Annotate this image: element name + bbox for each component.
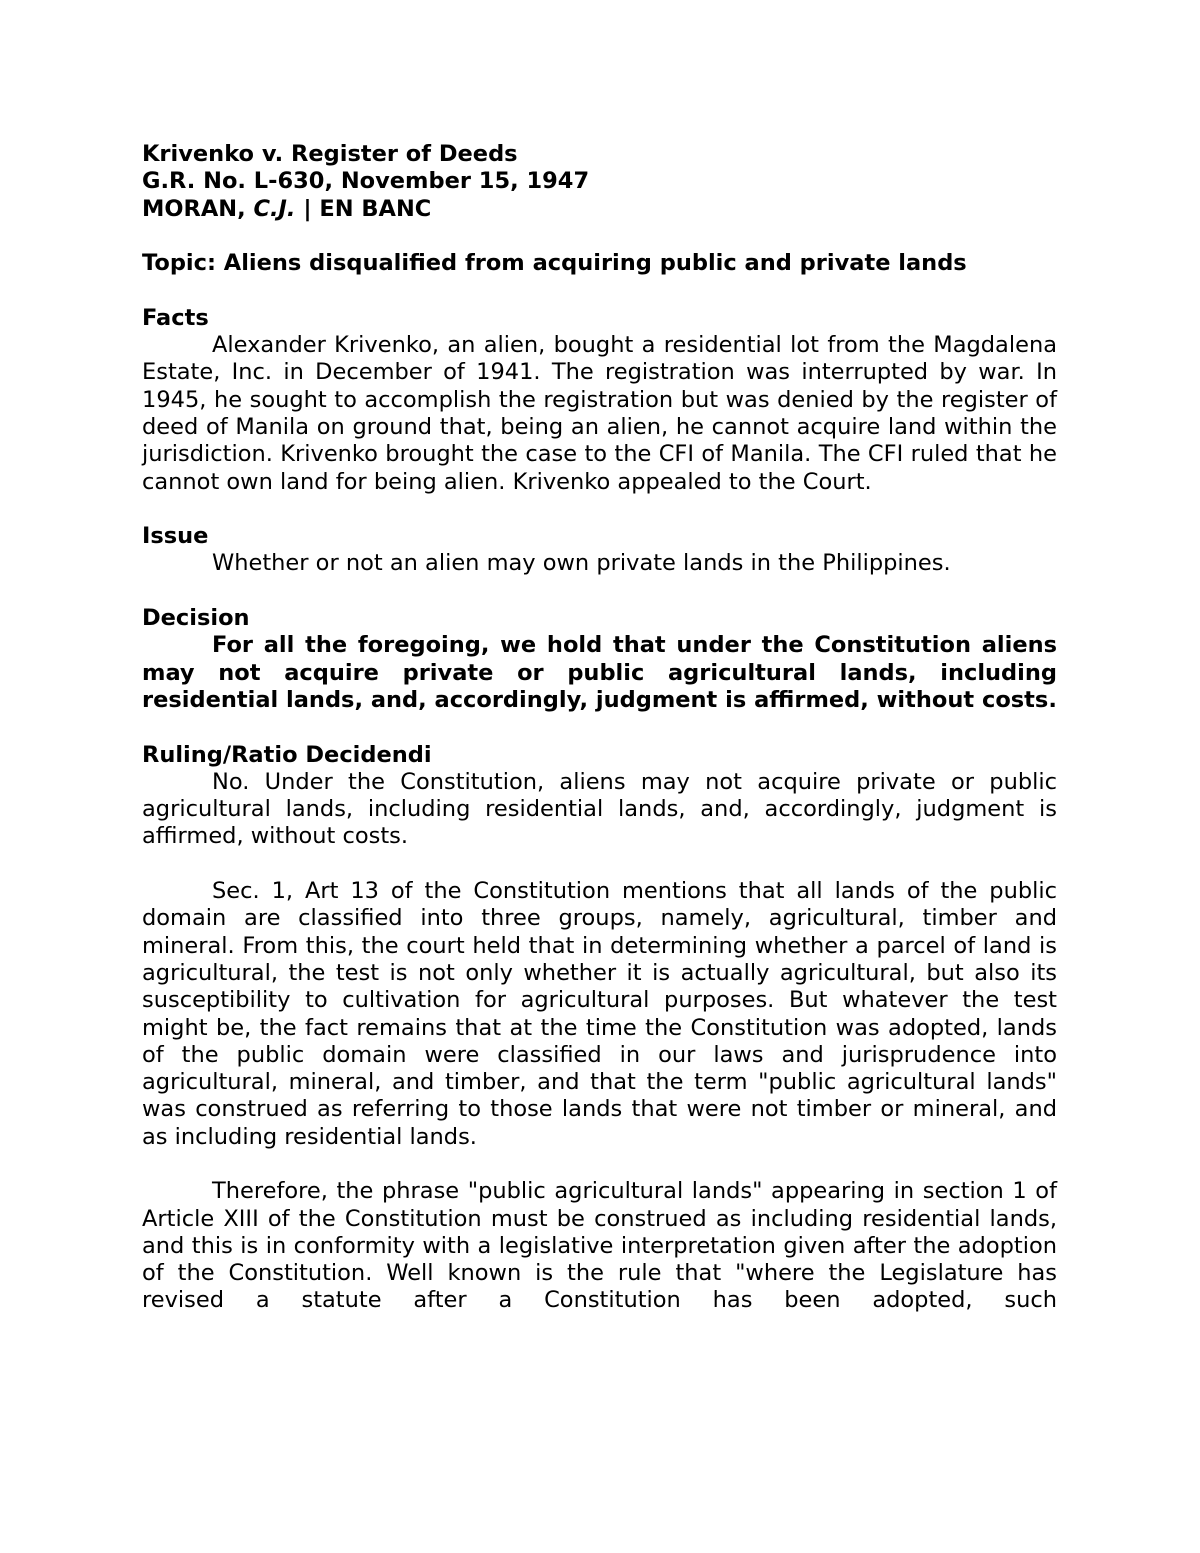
ruling-paragraph-2: Sec. 1, Art 13 of the Constitution mentions that all lands of the public domain are classified into three groups, namely, agricultural, timber and mineral. From this, the court held that in determining whether a parcel of land is agricultural, the test is not only whether it is actually agricultural, but also its susceptibility to cultivation for agricultural purposes. But whatever the test might be, the fact remains that at the time the Constitution was adopted, lands of the public domain were classified in our laws and jurisprudence into agricultural, mineral, and timber, and that the term "public agricultural lands" was construed as referring to those lands that were not timber or mineral, and as including residential lands. (142, 878, 1057, 1150)
spacer (142, 714, 1057, 741)
issue-text: Whether or not an alien may own private lands in the Philippines. (212, 550, 951, 577)
ponente-name: MORAN, (142, 195, 246, 222)
case-number: G.R. No. L-630, November 15, 1947 (142, 168, 590, 195)
decision-heading: Decision (142, 605, 250, 632)
spacer (142, 1151, 1057, 1178)
ruling-paragraph-3: Therefore, the phrase "public agricultural lands" appearing in section 1 of Article XIII of the Constitution must be construed as including residential lands, and this is in conformity with a legislative interpretation given after the adoption of the Constitution. Well known is the rule that "where the Legislature has revised a statute after a Constitution has been adopted, such (142, 1178, 1057, 1314)
facts-heading: Facts (142, 304, 209, 331)
document-page (142, 141, 1057, 1315)
topic: Topic: Aliens disqualified from acquiring public and private lands (142, 250, 967, 277)
ponente-line (142, 196, 1057, 223)
spacer (142, 223, 1057, 250)
ponente-title: C.J. (253, 195, 296, 222)
decision-text: For all the foregoing, we hold that under the Constitution aliens may not acquire private or public agricultural lands, including residential lands, and, accordingly, judgment is affirmed, without costs. (142, 632, 1057, 713)
ruling-heading: Ruling/Ratio Decidendi (142, 741, 432, 768)
case-title: Krivenko v. Register of Deeds (142, 141, 518, 167)
division: | EN BANC (303, 195, 432, 222)
spacer (142, 277, 1057, 304)
spacer (142, 578, 1057, 605)
facts-text: Alexander Krivenko, an alien, bought a residential lot from the Magdalena Estate, Inc. in December of 1941. The registration was interrupted by war. In 1945, he sought to accomplish the registration but was denied by the register of deed of Manila on ground that, being an alien, he cannot acquire land within the jurisdiction. Krivenko brought the case to the CFI of Manila. The CFI ruled that he cannot own land for being alien. Krivenko appealed to the Court. (142, 332, 1057, 495)
ruling-paragraph-1: No. Under the Constitution, aliens may not acquire private or public agricultural lands, including residential lands, and, accordingly, judgment is affirmed, without costs. (142, 768, 1057, 850)
issue-heading: Issue (142, 523, 209, 550)
spacer (142, 496, 1057, 523)
spacer (142, 851, 1057, 878)
